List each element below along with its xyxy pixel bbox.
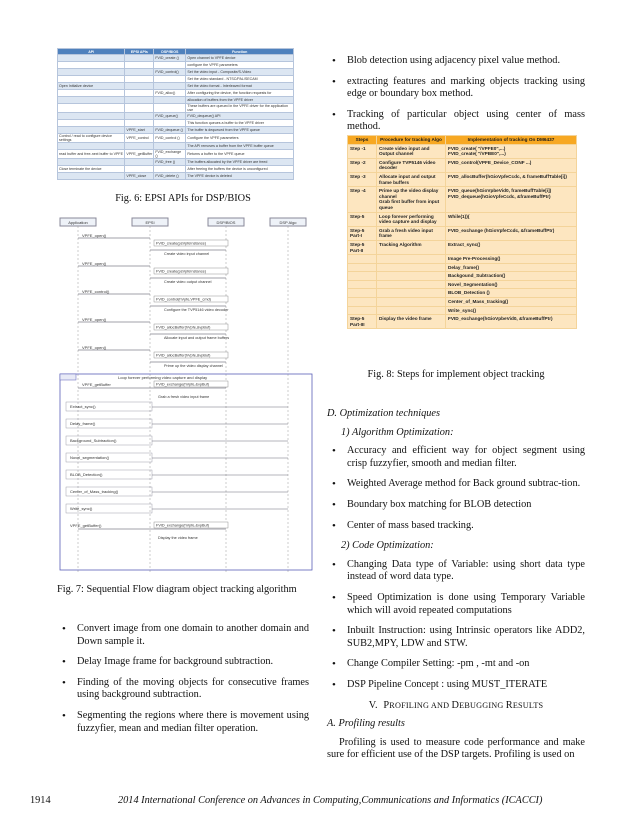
fig8-cell: Prime up the video display channel Grab first buffer from input queue bbox=[377, 187, 446, 212]
section-v-number: V. bbox=[368, 699, 378, 711]
fig6-cell: Control / read to configure device settings bbox=[58, 134, 125, 143]
fig8-cell: Display the video frame bbox=[377, 315, 446, 329]
call-label: VPFE_open() bbox=[82, 261, 107, 266]
api-label: FVID_allocBuffer(hVpfe,&vpBuf) bbox=[156, 325, 211, 330]
fig6-cell bbox=[154, 97, 186, 104]
table-row bbox=[58, 104, 294, 113]
table-row bbox=[348, 280, 577, 289]
loop-call: Delay_frame() bbox=[70, 421, 96, 426]
fig6-cell: FVID_delete () bbox=[154, 173, 186, 180]
fig7-caption: Fig. 7: Sequential Flow diagram object tracking algorithm bbox=[57, 584, 297, 595]
call-note: Display the video frame bbox=[158, 536, 198, 540]
table-row bbox=[58, 120, 294, 127]
fig6-cell: Set the video format - Interleaved format bbox=[186, 83, 294, 90]
call-label: VPFE_control() bbox=[82, 289, 110, 294]
loop-tag bbox=[60, 374, 76, 380]
table-row bbox=[58, 62, 294, 69]
fig8-header-0: Steps bbox=[348, 136, 377, 145]
api-label: FVID_create(psVpfeInstance) bbox=[156, 269, 207, 274]
fig8-cell: Step -2 bbox=[348, 158, 377, 172]
fig6-cell bbox=[58, 76, 125, 83]
fig6-cell: configure the VPFE parameters bbox=[186, 62, 294, 69]
fig6-cell: After freeing the buffers the device is unconfigured bbox=[186, 166, 294, 173]
fig6-cell bbox=[58, 143, 125, 150]
fig8-cell: Step -1 bbox=[348, 144, 377, 158]
fig6-cell: FVID_free () bbox=[154, 159, 186, 166]
lifeline-label: DSP Algo bbox=[279, 220, 297, 225]
table-row bbox=[348, 306, 577, 315]
fig6-cell bbox=[58, 62, 125, 69]
table-row bbox=[348, 212, 577, 226]
fig8-cell: Step -4 bbox=[348, 187, 377, 212]
fig8-cell: Center_of_Mass_tracking() bbox=[446, 298, 577, 307]
fig8-cell bbox=[377, 289, 446, 298]
fig6-cell: FVID_alloc() bbox=[154, 90, 186, 97]
profiling-results-heading: A. Profiling results bbox=[327, 718, 405, 730]
table-row bbox=[58, 55, 294, 62]
fig7-sequence-diagram bbox=[58, 216, 316, 574]
fig6-cell bbox=[125, 166, 154, 173]
fig6-cell: Open channel to VPFE device bbox=[186, 55, 294, 62]
table-row bbox=[58, 166, 294, 173]
call-note: Prime up the video display channel bbox=[164, 364, 223, 368]
fig6-cell: allocation of buffers from the VPFE driver bbox=[186, 97, 294, 104]
call-note: Create video input channel bbox=[164, 252, 210, 256]
table-row bbox=[348, 158, 577, 172]
fig6-cell: VPFE_control bbox=[125, 134, 154, 143]
loop-call: VPFE_getBuffer bbox=[82, 382, 111, 387]
left-bullet-1: • Convert image from one domain to another domain and Down sample it. bbox=[57, 623, 309, 648]
api-label: FVID_control(hVpfe,VPFE_cmd) bbox=[156, 297, 211, 302]
table-row bbox=[348, 263, 577, 272]
fig8-caption: Fig. 8: Steps for implement object tracking bbox=[367, 369, 545, 380]
fig6-cell bbox=[58, 90, 125, 97]
fig6-cell bbox=[154, 143, 186, 150]
fig6-cell bbox=[125, 143, 154, 150]
fig6-cell: The VPFE device is deleted bbox=[186, 173, 294, 180]
fig8-cell: Configure TVP5146 video decoder bbox=[377, 158, 446, 172]
fig8-cell: Loop forever performing video capture and display bbox=[377, 212, 446, 226]
table-row bbox=[58, 173, 294, 180]
fig8-cell: Novel_Segmentation() bbox=[446, 280, 577, 289]
sequence-diagram-svg bbox=[58, 216, 316, 574]
fig8-cell: Write_sync() bbox=[446, 306, 577, 315]
fig6-cell bbox=[58, 159, 125, 166]
fig8-cell bbox=[348, 280, 377, 289]
loop-call: BLOB_Detection() bbox=[70, 472, 103, 477]
code-bullet-3: • Inbuilt Instruction: using Intrinsic operators like ADD2, SUB2,MPY, LDW and STW. bbox=[327, 625, 585, 650]
table-row bbox=[58, 90, 294, 97]
table-row bbox=[58, 113, 294, 120]
fig8-cell: While(1)){ bbox=[446, 212, 577, 226]
fig8-header-2: Implementation of tracking On DM6437 bbox=[446, 136, 577, 145]
fig8-table bbox=[347, 135, 577, 329]
code-bullet-1: • Changing Data type of Variable: using short data type instead of word data type. bbox=[327, 559, 585, 584]
fig6-cell: read buffer and free-next buffer to VPFE bbox=[58, 150, 125, 159]
fig6-cell bbox=[58, 69, 125, 76]
loop-call: VPFE_getBuffer() bbox=[70, 523, 102, 528]
fig6-cell: Configure the VPFE parameters bbox=[186, 134, 294, 143]
algo-bullet-2: • Weighted Average method for Back ground subtrac-tion. bbox=[327, 478, 585, 491]
fig8-cell: Step-5 Part-I bbox=[348, 226, 377, 240]
loop-label: Loop forever performing video capture and display bbox=[118, 375, 208, 380]
left-bullet-list bbox=[57, 623, 309, 743]
fig8-cell: FVID_allocBuffer(hGioVpfeCcdc, & frameBuffTable[i]) bbox=[446, 172, 577, 186]
fig6-cell bbox=[125, 55, 154, 62]
table-row bbox=[348, 172, 577, 186]
table-row bbox=[348, 289, 577, 298]
heading-letter-p: P bbox=[383, 699, 390, 711]
fig8-cell: Backgound_Subtraction() bbox=[446, 272, 577, 281]
right-bullet-1: • Blob detection using adjacency pixel value method. bbox=[327, 55, 585, 68]
table-row bbox=[58, 150, 294, 159]
fig6-cell bbox=[125, 113, 154, 120]
fig8-cell: Step-5 Part-III bbox=[348, 315, 377, 329]
conference-name: 2014 International Conference on Advances in Computing,Communications and Informatics (ICACCI) bbox=[118, 795, 543, 806]
fig8-cell: Create video input and Output channel bbox=[377, 144, 446, 158]
table-row bbox=[348, 240, 577, 254]
fig6-cell: FVID_queue() bbox=[154, 113, 186, 120]
call-label: VPFE_open() bbox=[82, 233, 107, 238]
fig6-cell bbox=[58, 97, 125, 104]
fig6-cell bbox=[125, 97, 154, 104]
fig6-cell bbox=[154, 83, 186, 90]
fig8-cell: Allocate input and output frame buffers bbox=[377, 172, 446, 186]
right-bullet-2: • extracting features and marking objects tracking using edge or boundary box method. bbox=[327, 76, 585, 101]
table-row bbox=[348, 298, 577, 307]
table-row bbox=[58, 143, 294, 150]
fig6-cell bbox=[58, 127, 125, 134]
fig8-cell: Delay_frame() bbox=[446, 263, 577, 272]
api-label: FVID_allocBuffer(hVpfe,&vpBuf) bbox=[156, 353, 211, 358]
fig6-cell bbox=[154, 62, 186, 69]
fig6-cell: Open Initialize device bbox=[58, 83, 125, 90]
fig6-cell: Set the video standard - NTSC/PAL/SECAM bbox=[186, 76, 294, 83]
fig6-cell bbox=[125, 76, 154, 83]
fig8-cell: FVID_create( "/VPFE0",...) FVID_create( "/VPBE0",...) bbox=[446, 144, 577, 158]
table-row bbox=[58, 76, 294, 83]
fig8-cell: Step-5 bbox=[348, 212, 377, 226]
fig6-cell: FVID_exchange () bbox=[154, 150, 186, 159]
fig6-cell bbox=[58, 113, 125, 120]
lifeline-label: EPSI bbox=[145, 220, 155, 225]
api-label: FVID_create(psVpfeInstance) bbox=[156, 241, 207, 246]
left-bullet-3: • Finding of the moving objects for consecutive frames using background subtraction. bbox=[57, 677, 309, 702]
fig8-cell bbox=[348, 263, 377, 272]
table-row bbox=[348, 255, 577, 264]
algo-bullet-4: • Center of mass based tracking. bbox=[327, 520, 585, 533]
lifeline-label: Application bbox=[68, 220, 88, 225]
loop-call: Novel_segmentation() bbox=[70, 455, 110, 460]
fig6-cell: Close terminate the device bbox=[58, 166, 125, 173]
fig6-cell bbox=[125, 69, 154, 76]
call-label: VPFE_open() bbox=[82, 317, 107, 322]
call-note: Configure the TVP5146 video decoder bbox=[164, 308, 229, 312]
fig6-cell: FVID_dequeue () bbox=[154, 127, 186, 134]
table-row bbox=[58, 159, 294, 166]
fig8-cell bbox=[348, 298, 377, 307]
fig6-cell: VPFE_getBuffer bbox=[125, 150, 154, 159]
fig6-cell bbox=[125, 159, 154, 166]
table-row bbox=[58, 127, 294, 134]
section-d bbox=[327, 408, 585, 762]
fig6-cell: These buffers are queued in the VPFE driver for the application use bbox=[186, 104, 294, 113]
table-row bbox=[348, 226, 577, 240]
fig8-cell bbox=[348, 289, 377, 298]
code-bullet-2: • Speed Optimization is done using Temporary Variable which will avoid repeated computations bbox=[327, 592, 585, 617]
fig8-cell bbox=[377, 306, 446, 315]
page-number: 1914 bbox=[30, 795, 51, 806]
call-note: Allocate input and output frame buffers bbox=[164, 336, 230, 340]
section-v-heading bbox=[327, 700, 585, 713]
subsection-algorithm-optimization: 1) Algorithm Optimization: bbox=[341, 426, 454, 438]
fig8-cell bbox=[348, 255, 377, 264]
table-row bbox=[348, 187, 577, 212]
code-bullet-5: • DSP Pipeline Concept : using MUST_ITERATE bbox=[327, 679, 585, 692]
fig8-cell bbox=[348, 306, 377, 315]
fig6-cell bbox=[154, 104, 186, 113]
loop-call: Write_sync() bbox=[70, 506, 93, 511]
fig6-cell bbox=[125, 90, 154, 97]
fig8-cell: FVID_control(VPFE_Device_CONF ...) bbox=[446, 158, 577, 172]
fig8-cell: BLOB_Detection () bbox=[446, 289, 577, 298]
heading-part-rofiling: ROFILING AND bbox=[389, 700, 452, 710]
table-row bbox=[58, 134, 294, 143]
api-label: FVID_exchange(hVpfe,&vpBuf) bbox=[156, 382, 209, 387]
fig6-cell bbox=[58, 120, 125, 127]
fig8-cell bbox=[377, 255, 446, 264]
call-note: Grab a fresh video input frame bbox=[158, 395, 210, 399]
fig8-cell: Step -3 bbox=[348, 172, 377, 186]
fig6-cell bbox=[58, 104, 125, 113]
fig6-cell bbox=[125, 83, 154, 90]
heading-part-esults: ESULTS bbox=[512, 700, 544, 710]
fig8-cell bbox=[348, 272, 377, 281]
fig6-cell bbox=[58, 173, 125, 180]
heading-letter-r: R bbox=[505, 699, 513, 711]
fig8-header-1: Procedure for tracking Algo bbox=[377, 136, 446, 145]
fig6-cell bbox=[154, 120, 186, 127]
fig8-cell bbox=[377, 280, 446, 289]
fig8-cell: Step-5 Part-II bbox=[348, 240, 377, 254]
fig8-cell: Grab a fresh video input frame bbox=[377, 226, 446, 240]
code-bullet-4: • Change Compiler Setting: -pm , -mt and -on bbox=[327, 658, 585, 671]
fig8-cell bbox=[377, 263, 446, 272]
left-bullet-2: • Delay Image frame for background subtraction. bbox=[57, 656, 309, 669]
fig6-cell bbox=[125, 62, 154, 69]
fig8-cell bbox=[377, 298, 446, 307]
loop-call: Background_Subtraction() bbox=[70, 438, 117, 443]
fig6-cell bbox=[125, 104, 154, 113]
profiling-paragraph: Profiling is used to measure code performance and make sure for efficient use of the DSP targets. Profiling is used on bbox=[327, 736, 585, 761]
fig6-cell bbox=[154, 76, 186, 83]
loop-call: Center_of_Mass_tracking() bbox=[70, 489, 119, 494]
call-note: Create video output channel bbox=[164, 280, 212, 284]
fig6-cell: Returns a buffer to the VPFE queue bbox=[186, 150, 294, 159]
fig8-cell: Tracking Algorithm bbox=[377, 240, 446, 254]
call-label: VPFE_open() bbox=[82, 345, 107, 350]
fig6-cell: FVID_create () bbox=[154, 55, 186, 62]
fig6-header-2: DSP/BIOS bbox=[154, 49, 186, 55]
fig6-cell: VPFE_start bbox=[125, 127, 154, 134]
fig6-cell bbox=[125, 120, 154, 127]
fig6-header-1: EPSI APIs bbox=[125, 49, 154, 55]
fig6-caption: Fig. 6: EPSI APIs for DSP/BIOS bbox=[115, 193, 251, 204]
fig6-cell: FVID_control() bbox=[154, 69, 186, 76]
fig6-cell bbox=[154, 166, 186, 173]
loop-call: Extract_sync() bbox=[70, 404, 96, 409]
table-row bbox=[58, 97, 294, 104]
fig6-cell: The buffers allocated by the VPFE driver are freed bbox=[186, 159, 294, 166]
table-row bbox=[58, 83, 294, 90]
fig8-cell: Extract_sync() bbox=[446, 240, 577, 254]
fig8-cell bbox=[377, 272, 446, 281]
table-row bbox=[348, 144, 577, 158]
fig6-cell bbox=[58, 55, 125, 62]
table-row bbox=[348, 272, 577, 281]
fig6-cell: FVID_dequeue() API bbox=[186, 113, 294, 120]
lifeline-label: DSP/BIOS bbox=[216, 220, 236, 225]
right-top-bullet-list bbox=[327, 55, 585, 142]
fig8-cell: FVID_exchange (hGioVpfeCcdc, &frameBuffPtr) bbox=[446, 226, 577, 240]
table-row bbox=[348, 315, 577, 329]
section-d-title: D. Optimization techniques bbox=[327, 408, 440, 419]
fig6-table bbox=[57, 48, 294, 180]
fig6-header-3: Function bbox=[186, 49, 294, 55]
table-row bbox=[58, 69, 294, 76]
api-label: FVID_exchange(hVpfe,&vpBuf) bbox=[156, 523, 209, 528]
fig6-cell: Set the video input - Composite/S-Video bbox=[186, 69, 294, 76]
right-bullet-3: • Tracking of particular object using center of mass method. bbox=[327, 109, 585, 134]
fig6-cell: The buffer is dequeued from the VPFE queue bbox=[186, 127, 294, 134]
fig8-cell: Image Pre-Processing() bbox=[446, 255, 577, 264]
fig6-cell: After configuring the device, the function requests for bbox=[186, 90, 294, 97]
subsection-code-optimization: 2) Code Optimization: bbox=[341, 540, 434, 552]
fig6-cell: The API removes a buffer from the VPFE buffer queue bbox=[186, 143, 294, 150]
fig6-cell: This function queues a buffer to the VPFE driver bbox=[186, 120, 294, 127]
fig6-header-0: API bbox=[58, 49, 125, 55]
fig8-cell: FVID_exchange(hGioVpbeVid0, &frameBuffPtr) bbox=[446, 315, 577, 329]
fig6-cell: VPFE_close bbox=[125, 173, 154, 180]
algo-bullet-1: • Accuracy and efficient way for object segment using crisp fuzzyfier, smooth and median filter. bbox=[327, 445, 585, 470]
fig8-cell: FVID_queue(hGioVpbeVid0, frameBuffTable[i]) FVID_dequeue(hGioVpfeCcdc, &frameBuffPtr) bbox=[446, 187, 577, 212]
fig6-cell: FVID_control () bbox=[154, 134, 186, 143]
algo-bullet-3: • Boundary box matching for BLOB detection bbox=[327, 499, 585, 512]
heading-part-ebugging: EBUGGING bbox=[459, 700, 506, 710]
heading-letter-d: D bbox=[451, 699, 460, 711]
left-bullet-4: • Segmenting the regions where there is movement using fuzzyfier, mean and median filter operation. bbox=[57, 710, 309, 735]
